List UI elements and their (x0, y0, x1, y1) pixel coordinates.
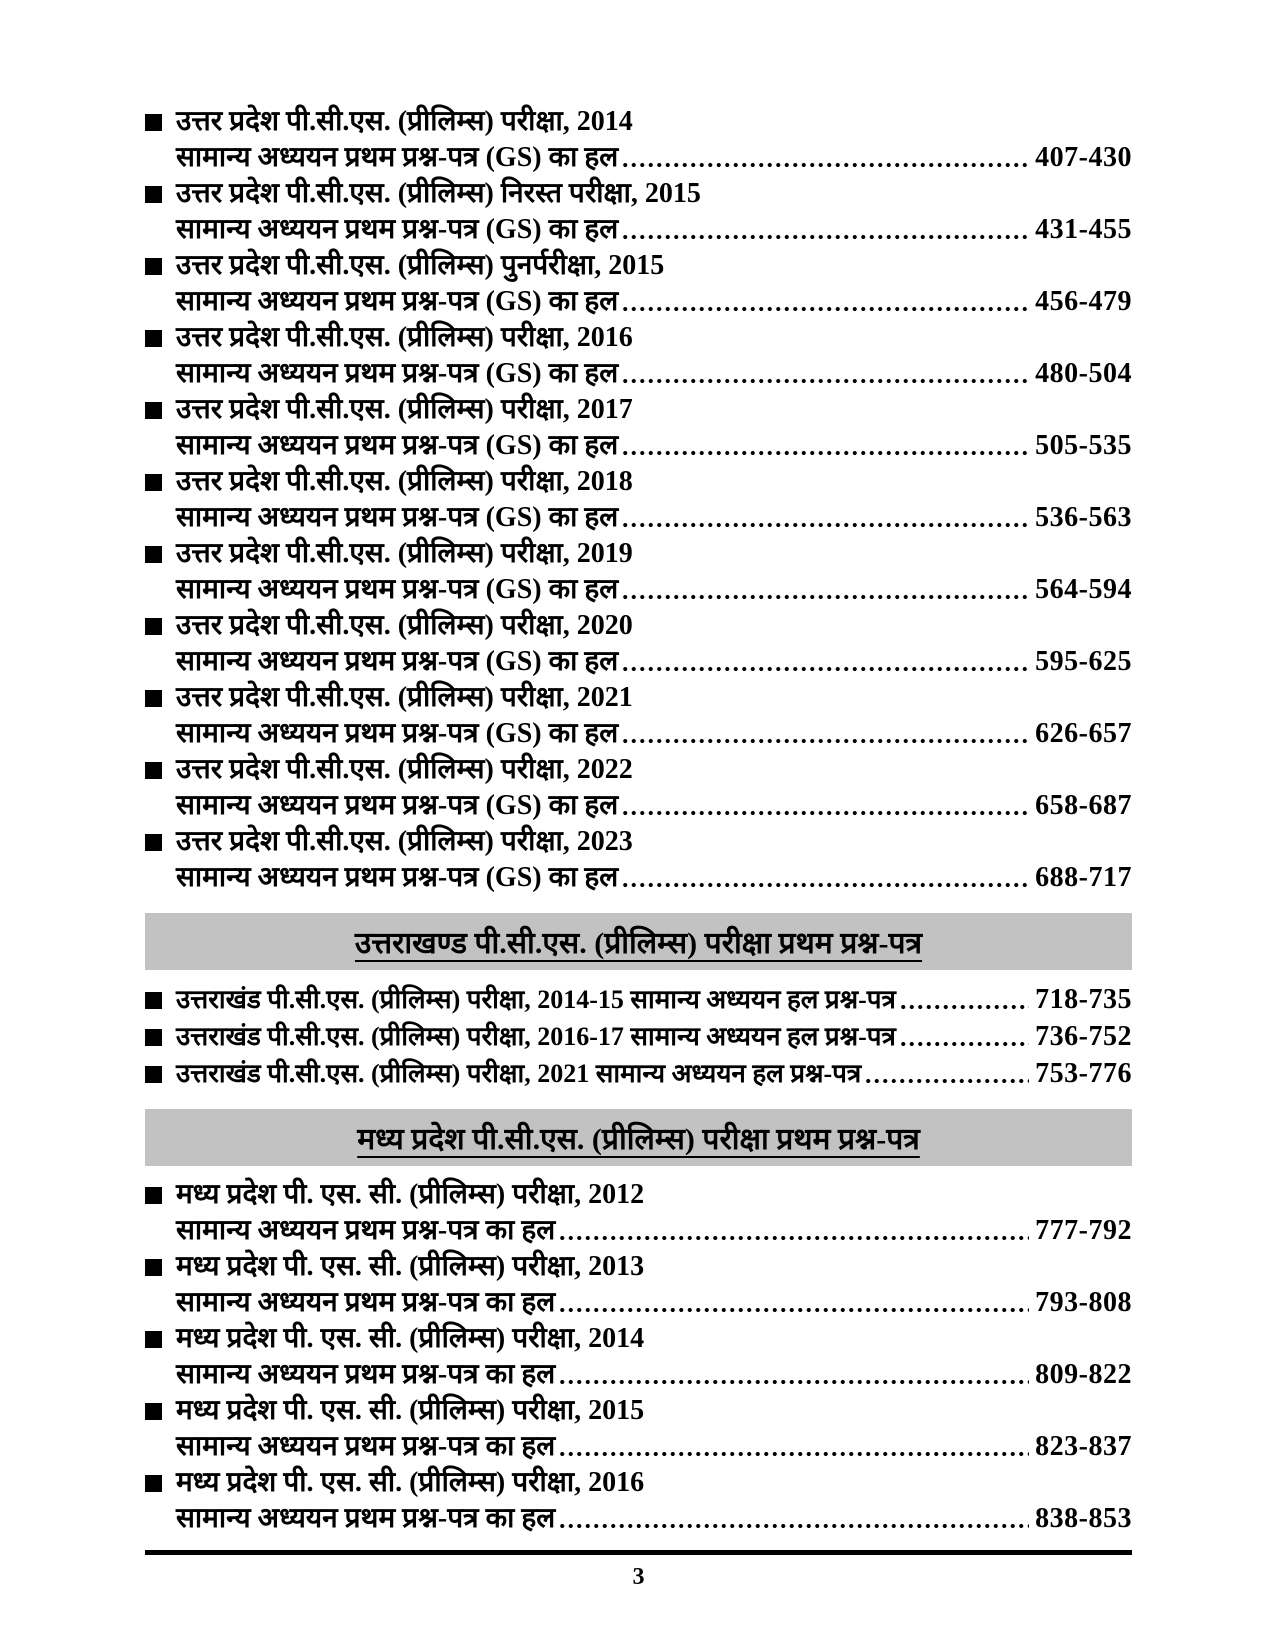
entry-title: उत्तर प्रदेश पी.सी.एस. (प्रीलिम्स) निरस्त परीक्षा, 2015 (176, 178, 701, 209)
entry-title: उत्तर प्रदेश पी.सी.एस. (प्रीलिम्स) पुनर्परीक्षा, 2015 (176, 250, 665, 281)
entry-title-row (145, 464, 1132, 500)
entry-pages: 736-752 (1035, 1021, 1132, 1052)
toc-entry-uk-2016-17 (145, 1018, 1132, 1055)
toc-entry-mp-2016 (145, 1465, 1132, 1537)
entry-pages: 536-563 (1035, 502, 1132, 533)
bullet-square-icon (145, 1331, 162, 1348)
entry-subtitle: सामान्य अध्ययन प्रथम प्रश्न-पत्र का हल (176, 1359, 556, 1390)
footer-rule (145, 1550, 1132, 1555)
entry-subtitle-row (145, 1429, 1132, 1465)
bullet-square-icon (145, 1187, 162, 1204)
entry-subtitle: सामान्य अध्ययन प्रथम प्रश्न-पत्र (GS) का हल (176, 862, 619, 893)
dot-leader (899, 1040, 1029, 1048)
entry-subtitle: सामान्य अध्ययन प्रथम प्रश्न-पत्र (GS) का हल (176, 142, 619, 173)
entry-title-row (145, 392, 1132, 428)
entry-pages: 809-822 (1035, 1359, 1132, 1390)
toc-entry-up-2014 (145, 104, 1132, 176)
entry-pages: 823-837 (1035, 1431, 1132, 1462)
dot-leader (621, 665, 1029, 673)
bullet-square-icon (145, 1475, 162, 1492)
entry-pages: 431-455 (1035, 214, 1132, 245)
toc-entry-mp-2012 (145, 1177, 1132, 1249)
entry-row (145, 1018, 1132, 1055)
entry-title: उत्तर प्रदेश पी.सी.एस. (प्रीलिम्स) परीक्षा, 2016 (176, 322, 633, 353)
dot-leader (621, 737, 1029, 745)
entry-subtitle-row (145, 500, 1132, 536)
entry-title-row (145, 752, 1132, 788)
dot-leader (621, 233, 1029, 241)
toc-entry-up-2019 (145, 536, 1132, 608)
entry-subtitle-row (145, 356, 1132, 392)
entry-title: उत्तराखंड पी.सी.एस. (प्रीलिम्स) परीक्षा, 2014-15 सामान्य अध्ययन हल प्रश्न-पत्र (176, 985, 896, 1014)
toc-entry-mp-2015 (145, 1393, 1132, 1465)
entry-pages: 595-625 (1035, 646, 1132, 677)
entry-subtitle: सामान्य अध्ययन प्रथम प्रश्न-पत्र का हल (176, 1287, 556, 1318)
dot-leader (558, 1450, 1029, 1458)
entry-title: उत्तर प्रदेश पी.सी.एस. (प्रीलिम्स) परीक्षा, 2021 (176, 682, 633, 713)
bullet-square-icon (145, 474, 162, 491)
entry-subtitle: सामान्य अध्ययन प्रथम प्रश्न-पत्र (GS) का हल (176, 214, 619, 245)
entry-title-row (145, 608, 1132, 644)
entry-title: उत्तर प्रदेश पी.सी.एस. (प्रीलिम्स) परीक्षा, 2022 (176, 754, 633, 785)
entry-title-row (145, 1393, 1132, 1429)
bullet-square-icon (145, 992, 162, 1009)
bullet-square-icon (145, 762, 162, 779)
bullet-square-icon (145, 258, 162, 275)
toc-entry-uk-2021 (145, 1055, 1132, 1092)
page-number: 3 (632, 1564, 645, 1590)
bullet-square-icon (145, 618, 162, 635)
entry-subtitle-row (145, 428, 1132, 464)
dot-leader (621, 305, 1029, 313)
entry-pages: 753-776 (1035, 1058, 1132, 1089)
entry-pages: 658-687 (1035, 790, 1132, 821)
entry-pages: 793-808 (1035, 1287, 1132, 1318)
entry-row (145, 1055, 1132, 1092)
toc-entry-up-2015-punar (145, 248, 1132, 320)
dot-leader (621, 449, 1029, 457)
entry-title: मध्य प्रदेश पी. एस. सी. (प्रीलिम्स) परीक्षा, 2014 (176, 1323, 645, 1354)
entry-subtitle-row (145, 572, 1132, 608)
entry-pages: 688-717 (1035, 862, 1132, 893)
entry-subtitle: सामान्य अध्ययन प्रथम प्रश्न-पत्र (GS) का हल (176, 502, 619, 533)
toc-entry-up-2016 (145, 320, 1132, 392)
toc-entry-up-2021 (145, 680, 1132, 752)
entry-pages: 480-504 (1035, 358, 1132, 389)
toc-entry-uk-2014-15 (145, 981, 1132, 1018)
entry-subtitle-row (145, 140, 1132, 176)
dot-leader (558, 1522, 1029, 1530)
entry-subtitle: सामान्य अध्ययन प्रथम प्रश्न-पत्र (GS) का हल (176, 286, 619, 317)
entry-subtitle-row (145, 1501, 1132, 1537)
entry-title-row (145, 824, 1132, 860)
section-header-uttarakhand (145, 913, 1132, 970)
entry-subtitle: सामान्य अध्ययन प्रथम प्रश्न-पत्र (GS) का हल (176, 574, 619, 605)
dot-leader (864, 1077, 1029, 1085)
entry-subtitle: सामान्य अध्ययन प्रथम प्रश्न-पत्र (GS) का हल (176, 430, 619, 461)
entry-title-row (145, 104, 1132, 140)
dot-leader (621, 377, 1029, 385)
entry-title: मध्य प्रदेश पी. एस. सी. (प्रीलिम्स) परीक्षा, 2013 (176, 1251, 645, 1282)
dot-leader (621, 881, 1029, 889)
entry-pages: 838-853 (1035, 1503, 1132, 1534)
entry-subtitle: सामान्य अध्ययन प्रथम प्रश्न-पत्र (GS) का हल (176, 358, 619, 389)
entry-row (145, 981, 1132, 1018)
toc-entry-up-2015-nirast (145, 176, 1132, 248)
entry-subtitle: सामान्य अध्ययन प्रथम प्रश्न-पत्र का हल (176, 1215, 556, 1246)
dot-leader (558, 1378, 1029, 1386)
entry-title: उत्तर प्रदेश पी.सी.एस. (प्रीलिम्स) परीक्षा, 2019 (176, 538, 633, 569)
section-header-madhya-pradesh (145, 1109, 1132, 1166)
entry-title-row (145, 248, 1132, 284)
entry-subtitle-row (145, 1357, 1132, 1393)
entry-subtitle-row (145, 1213, 1132, 1249)
bullet-square-icon (145, 1029, 162, 1046)
entry-title: उत्तर प्रदेश पी.सी.एस. (प्रीलिम्स) परीक्षा, 2023 (176, 826, 633, 857)
bullet-square-icon (145, 546, 162, 563)
bullet-square-icon (145, 1066, 162, 1083)
entry-pages: 777-792 (1035, 1215, 1132, 1246)
entry-title: उत्तराखंड पी.सी.एस. (प्रीलिम्स) परीक्षा, 2016-17 सामान्य अध्ययन हल प्रश्न-पत्र (176, 1022, 896, 1051)
entry-subtitle-row (145, 1285, 1132, 1321)
entry-title-row (145, 1465, 1132, 1501)
bullet-square-icon (145, 186, 162, 203)
entry-title: मध्य प्रदेश पी. एस. सी. (प्रीलिम्स) परीक्षा, 2012 (176, 1179, 645, 1210)
entry-subtitle: सामान्य अध्ययन प्रथम प्रश्न-पत्र (GS) का हल (176, 718, 619, 749)
section-header-text: उत्तराखण्ड पी.सी.एस. (प्रीलिम्स) परीक्षा प्रथम प्रश्न-पत्र (354, 927, 923, 960)
section-header-text: मध्य प्रदेश पी.सी.एस. (प्रीलिम्स) परीक्षा प्रथम प्रश्न-पत्र (357, 1123, 920, 1156)
entry-title-row (145, 1177, 1132, 1213)
entry-title-row (145, 176, 1132, 212)
entry-subtitle-row (145, 644, 1132, 680)
entry-subtitle-row (145, 788, 1132, 824)
entry-pages: 407-430 (1035, 142, 1132, 173)
entry-title: उत्तर प्रदेश पी.सी.एस. (प्रीलिम्स) परीक्षा, 2018 (176, 466, 633, 497)
entry-title: मध्य प्रदेश पी. एस. सी. (प्रीलिम्स) परीक्षा, 2016 (176, 1467, 645, 1498)
entry-title: उत्तर प्रदेश पी.सी.एस. (प्रीलिम्स) परीक्षा, 2017 (176, 394, 633, 425)
entry-subtitle: सामान्य अध्ययन प्रथम प्रश्न-पत्र का हल (176, 1431, 556, 1462)
entry-title-row (145, 1321, 1132, 1357)
entry-title: उत्तराखंड पी.सी.एस. (प्रीलिम्स) परीक्षा, 2021 सामान्य अध्ययन हल प्रश्न-पत्र (176, 1059, 862, 1088)
entry-subtitle-row (145, 284, 1132, 320)
entry-title-row (145, 320, 1132, 356)
toc-entry-mp-2013 (145, 1249, 1132, 1321)
dot-leader (621, 521, 1029, 529)
bullet-square-icon (145, 114, 162, 131)
entry-pages: 505-535 (1035, 430, 1132, 461)
toc-entry-mp-2014 (145, 1321, 1132, 1393)
dot-leader (558, 1234, 1029, 1242)
entry-subtitle-row (145, 212, 1132, 248)
toc-entry-up-2018 (145, 464, 1132, 536)
toc-entry-up-2017 (145, 392, 1132, 464)
toc-entry-up-2020 (145, 608, 1132, 680)
bullet-square-icon (145, 690, 162, 707)
entry-pages: 718-735 (1035, 984, 1132, 1015)
bullet-square-icon (145, 330, 162, 347)
toc-entry-up-2023 (145, 824, 1132, 896)
entry-title: उत्तर प्रदेश पी.सी.एस. (प्रीलिम्स) परीक्षा, 2014 (176, 106, 633, 137)
entry-title: मध्य प्रदेश पी. एस. सी. (प्रीलिम्स) परीक्षा, 2015 (176, 1395, 645, 1426)
entry-pages: 456-479 (1035, 286, 1132, 317)
bullet-square-icon (145, 1403, 162, 1420)
entry-subtitle-row (145, 860, 1132, 896)
entry-title-row (145, 1249, 1132, 1285)
entry-pages: 564-594 (1035, 574, 1132, 605)
bullet-square-icon (145, 1259, 162, 1276)
entry-subtitle: सामान्य अध्ययन प्रथम प्रश्न-पत्र (GS) का हल (176, 646, 619, 677)
entry-subtitle: सामान्य अध्ययन प्रथम प्रश्न-पत्र (GS) का हल (176, 790, 619, 821)
entry-subtitle: सामान्य अध्ययन प्रथम प्रश्न-पत्र का हल (176, 1503, 556, 1534)
bullet-square-icon (145, 402, 162, 419)
dot-leader (899, 1003, 1029, 1011)
entry-pages: 626-657 (1035, 718, 1132, 749)
dot-leader (621, 593, 1029, 601)
dot-leader (558, 1306, 1029, 1314)
dot-leader (621, 809, 1029, 817)
entry-title-row (145, 680, 1132, 716)
dot-leader (621, 161, 1029, 169)
bullet-square-icon (145, 834, 162, 851)
entry-title: उत्तर प्रदेश पी.सी.एस. (प्रीलिम्स) परीक्षा, 2020 (176, 610, 633, 641)
toc-entry-up-2022 (145, 752, 1132, 824)
entry-title-row (145, 536, 1132, 572)
entry-subtitle-row (145, 716, 1132, 752)
